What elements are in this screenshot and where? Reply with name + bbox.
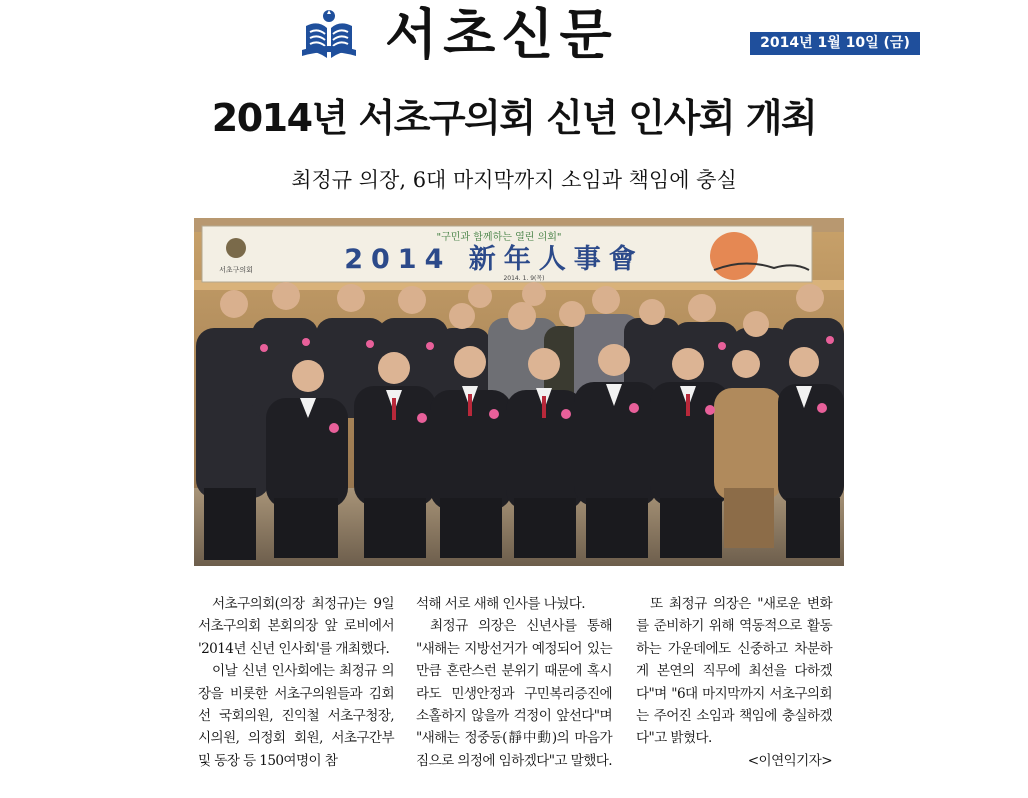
article-headline: 2014년 서초구의회 신년 인사회 개최 xyxy=(211,96,817,140)
article-paragraph: 최정규 의장은 신년사를 통해 "새해는 지방선거가 예정되어 있는 만큼 혼란스런 분위기 때문에 혹시라도 민생안정과 구민복리증진에 소홀하지 않을까 걱정이 앞선다"며 "새해는 정중동(靜中動)의 마음가짐으로 의정에 임하겠다"고 말했다. xyxy=(416,618,612,769)
article-paragraph: 또 최정규 의장은 "새로운 변화를 준비하기 위해 역동적으로 활동하는 가운데에도 신중하고 차분하게 본연의 직무에 최선을 다하겠다"며 "6대 마지막까지 서초구의회는 주어진 소임과 책임에 충실하겠다"고 밝혔다. xyxy=(636,596,832,747)
article-byline: <이연익기자> xyxy=(747,752,832,769)
article-paragraph: 이날 신년 인사회에는 최정규 의장을 비롯한 서초구의원들과 김회선 국회의원, 진익철 서초구청장, 시의원, 의정회 회원, 서초구간부 및 동장 등 150여명이 참 xyxy=(198,663,394,769)
banner-slogan-text: "구민과 함께하는 열린 의회" xyxy=(436,232,562,243)
newspaper-brand: 서초신문 xyxy=(385,3,618,66)
banner-org-text: 서초구의회 xyxy=(219,266,253,274)
banner-title-text: 2014 新年人事會 xyxy=(344,244,644,275)
article-body xyxy=(198,593,848,798)
article-column-3 xyxy=(636,593,832,772)
article-subheadline: 최정규 의장, 6대 마지막까지 소임과 책임에 충실 xyxy=(291,168,737,192)
banner-date-text: 2014. 1. 9(목) xyxy=(503,275,545,282)
group-photo-image xyxy=(194,218,844,566)
article-paragraph: 석해 서로 새해 인사를 나눴다. xyxy=(416,596,585,612)
masthead xyxy=(0,0,1028,70)
group-photo xyxy=(194,218,844,566)
seocho-emblem-icon xyxy=(300,6,358,62)
issue-date-badge: 2014년 1월 10일 (금) xyxy=(750,32,920,55)
article-paragraph: 서초구의회(의장 최정규)는 9일 서초구의회 본회의장 앞 로비에서 '2014년 신년 인사회'를 개최했다. xyxy=(198,596,394,657)
article-column-2 xyxy=(416,593,612,772)
article-column-1 xyxy=(198,593,394,772)
